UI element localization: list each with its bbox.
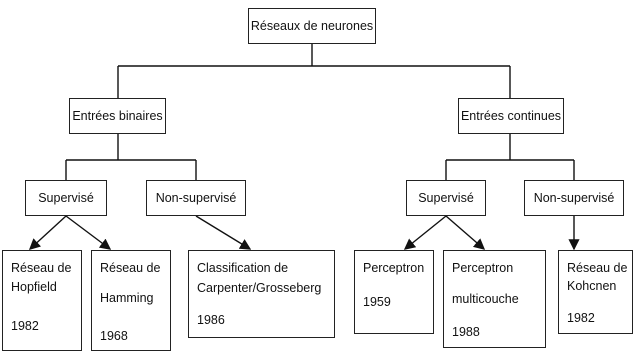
branch-binary-inputs: Entrées binaires: [69, 98, 166, 134]
leaf-name-line: Réseau de: [567, 261, 628, 275]
arrow-to-hamming: [66, 216, 110, 249]
leaf-year: 1959: [363, 295, 391, 309]
leaf-name-line: Hopfield: [11, 280, 57, 294]
arrow-to-multilayer-perceptron: [446, 216, 484, 249]
category-binary-unsupervised: Non-supervisé: [146, 180, 246, 216]
leaf-name-line: Kohcnen: [567, 279, 617, 293]
leaf-name-line: Hamming: [100, 291, 154, 305]
leaf-hamming: [91, 250, 171, 351]
category-continuous-supervised: Supervisé: [406, 180, 486, 216]
category-continuous-unsupervised: Non-supervisé: [524, 180, 624, 216]
leaf-name-line: multicouche: [452, 292, 519, 306]
arrow-to-hopfield: [30, 216, 66, 249]
leaf-name-line: Perceptron: [363, 261, 425, 275]
leaf-name-line: Réseau de: [100, 261, 161, 275]
leaf-perceptron: [354, 250, 434, 334]
leaf-name-line: Réseau de: [11, 261, 72, 275]
leaf-name-line: Classification de: [197, 261, 289, 275]
root-node: Réseaux de neurones: [248, 8, 376, 44]
leaf-name-line: Carpenter/Grosseberg: [197, 281, 322, 295]
leaf-year: 1982: [11, 319, 39, 333]
leaf-year: 1986: [197, 313, 225, 327]
branch-continuous-inputs: Entrées continues: [458, 98, 564, 134]
leaf-name-line: Perceptron: [452, 261, 514, 275]
arrow-to-perceptron: [405, 216, 446, 249]
leaf-kohonen: [558, 250, 633, 334]
leaf-year: 1968: [100, 329, 128, 343]
leaf-multilayer-perceptron: [443, 250, 546, 348]
arrow-to-carpenter: [196, 216, 250, 249]
leaf-year: 1988: [452, 325, 480, 339]
leaf-hopfield: [2, 250, 82, 351]
category-binary-supervised: Supervisé: [25, 180, 107, 216]
leaf-year: 1982: [567, 311, 595, 325]
leaf-carpenter-grosseberg: [188, 250, 335, 338]
